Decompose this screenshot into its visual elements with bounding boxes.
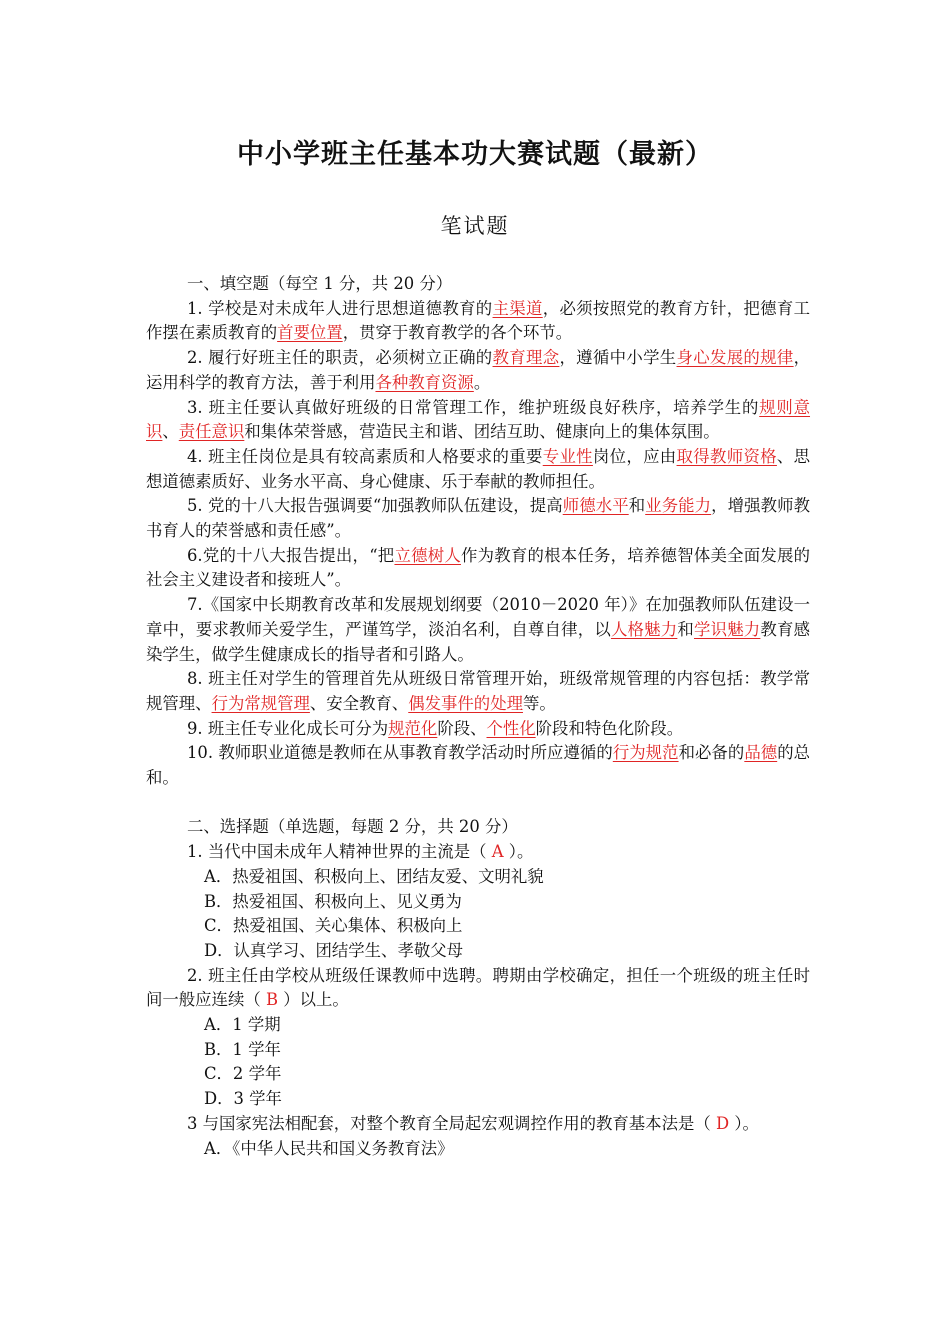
answer-blank: 取得教师资格 [676, 446, 777, 466]
section-1-heading: 一、填空题（每空 1 分，共 20 分） [187, 274, 453, 293]
answer-blank: 立德树人 [394, 545, 461, 565]
choice-option: D．3 学年 [204, 1089, 282, 1109]
section-spacer [146, 791, 810, 816]
answer-blank: 人格魅力 [610, 619, 678, 639]
choice-question-1: 1. 当代中国未成年人精神世界的主流是（ A ）。 [187, 842, 534, 862]
exam-body [146, 272, 810, 1161]
fill-question-6: 6.党的十八大报告提出，“把立德树人作为教育的根本任务，培养德智体美全面发展的社会主义建设者和接班人”。 [146, 545, 811, 590]
choice-option: A．《中华人民共和国义务教育法》 [204, 1138, 454, 1158]
choice-answer: A [491, 842, 504, 862]
answer-blank: 各种教育资源 [375, 372, 474, 392]
fill-question-10: 10. 教师职业道德是教师在从事教育教学活动时所应遵循的行为规范和必备的品德的总和。 [146, 743, 811, 788]
fill-question-3: 3. 班主任要认真做好班级的日常管理工作，维护班级良好秩序，培养学生的规则意识、责任意识和集体荣誉感，营造民主和谐、团结互助、健康向上的集体氛围。 [146, 397, 811, 442]
choice-answer: D [715, 1113, 730, 1133]
choice-option: B．热爱祖国、积极向上、见义勇为 [204, 891, 462, 911]
answer-blank: 主渠道 [492, 298, 543, 318]
choice-question-2: 2. 班主任由学校从班级任课教师中选聘。聘期由学校确定，担任一个班级的班主任时间一般应连续（ B ）以上。 [146, 965, 810, 1010]
choice-answer: B [265, 990, 278, 1010]
answer-blank: 行为常规管理 [211, 693, 310, 713]
choice-option: C．热爱祖国、关心集体、积极向上 [204, 916, 463, 936]
answer-blank: 专业性 [542, 446, 593, 466]
choice-option: A．1 学期 [204, 1015, 281, 1035]
answer-blank: 责任意识 [178, 422, 245, 442]
section-2-heading: 二、选择题（单选题，每题 2 分，共 20 分） [187, 817, 518, 837]
fill-question-9: 9. 班主任专业化成长可分为规范化阶段、个性化阶段和特色化阶段。 [187, 718, 684, 738]
answer-blank: 身心发展的规律 [676, 348, 794, 368]
fill-question-7: 7.《国家中长期教育改革和发展规划纲要（2010－2020 年）》在加强教师队伍建设一章中，要求教师关爱学生，严谨笃学，淡泊名利，自尊自律，以人格魅力和学识魅力教育感染学生，做学生健康成长的指导者和引路人。 [146, 595, 811, 664]
choice-option: C．2 学年 [204, 1064, 282, 1084]
answer-blank: 偶发事件的处理 [408, 693, 523, 713]
fill-question-4: 4. 班主任岗位是具有较高素质和人格要求的重要专业性岗位，应由取得教师资格、思想道德素质好、业务水平高、身心健康、乐于奉献的教师担任。 [146, 446, 811, 491]
fill-question-8: 8. 班主任对学生的管理首先从班级日常管理开始，班级常规管理的内容包括：教学常规管理、行为常规管理、安全教育、偶发事件的处理等。 [146, 669, 810, 713]
document-title: 中小学班主任基本功大赛试题（最新） [237, 139, 713, 170]
choice-option: D．认真学习、团结学生、孝敬父母 [204, 940, 463, 960]
choice-option: A．热爱祖国、积极向上、团结友爱、文明礼貌 [204, 866, 544, 886]
answer-blank: 学识魅力 [693, 619, 761, 639]
fill-question-2: 2. 履行好班主任的职责，必须树立正确的教育理念，遵循中小学生身心发展的规律，运用科学的教育方法，善于利用各种教育资源。 [146, 348, 811, 392]
answer-blank: 规则意识 [146, 397, 811, 442]
document-subtitle: 笔试题 [440, 214, 510, 238]
fill-question-1: 1. 学校是对未成年人进行思想道德教育的主渠道，必须按照党的教育方针，把德育工作摆在素质教育的首要位置，贯穿于教育教学的各个环节。 [146, 298, 811, 343]
choice-question-3: 3 与国家宪法相配套，对整个教育全局起宏观调控作用的教育基本法是（ D ）。 [187, 1113, 759, 1133]
answer-blank: 品德 [744, 743, 778, 763]
fill-question-5: 5. 党的十八大报告强调要“加强教师队伍建设，提高师德水平和业务能力，增强教师教书育人的荣誉感和责任感”。 [146, 496, 811, 541]
choice-option: B．1 学年 [204, 1039, 281, 1059]
answer-blank: 规范化 [388, 718, 438, 738]
answer-blank: 教育理念 [492, 348, 560, 368]
answer-blank: 个性化 [486, 718, 536, 738]
answer-blank: 业务能力 [645, 496, 712, 516]
answer-blank: 首要位置 [277, 323, 343, 343]
answer-blank: 行为规范 [612, 743, 679, 763]
answer-blank: 师德水平 [562, 496, 629, 516]
